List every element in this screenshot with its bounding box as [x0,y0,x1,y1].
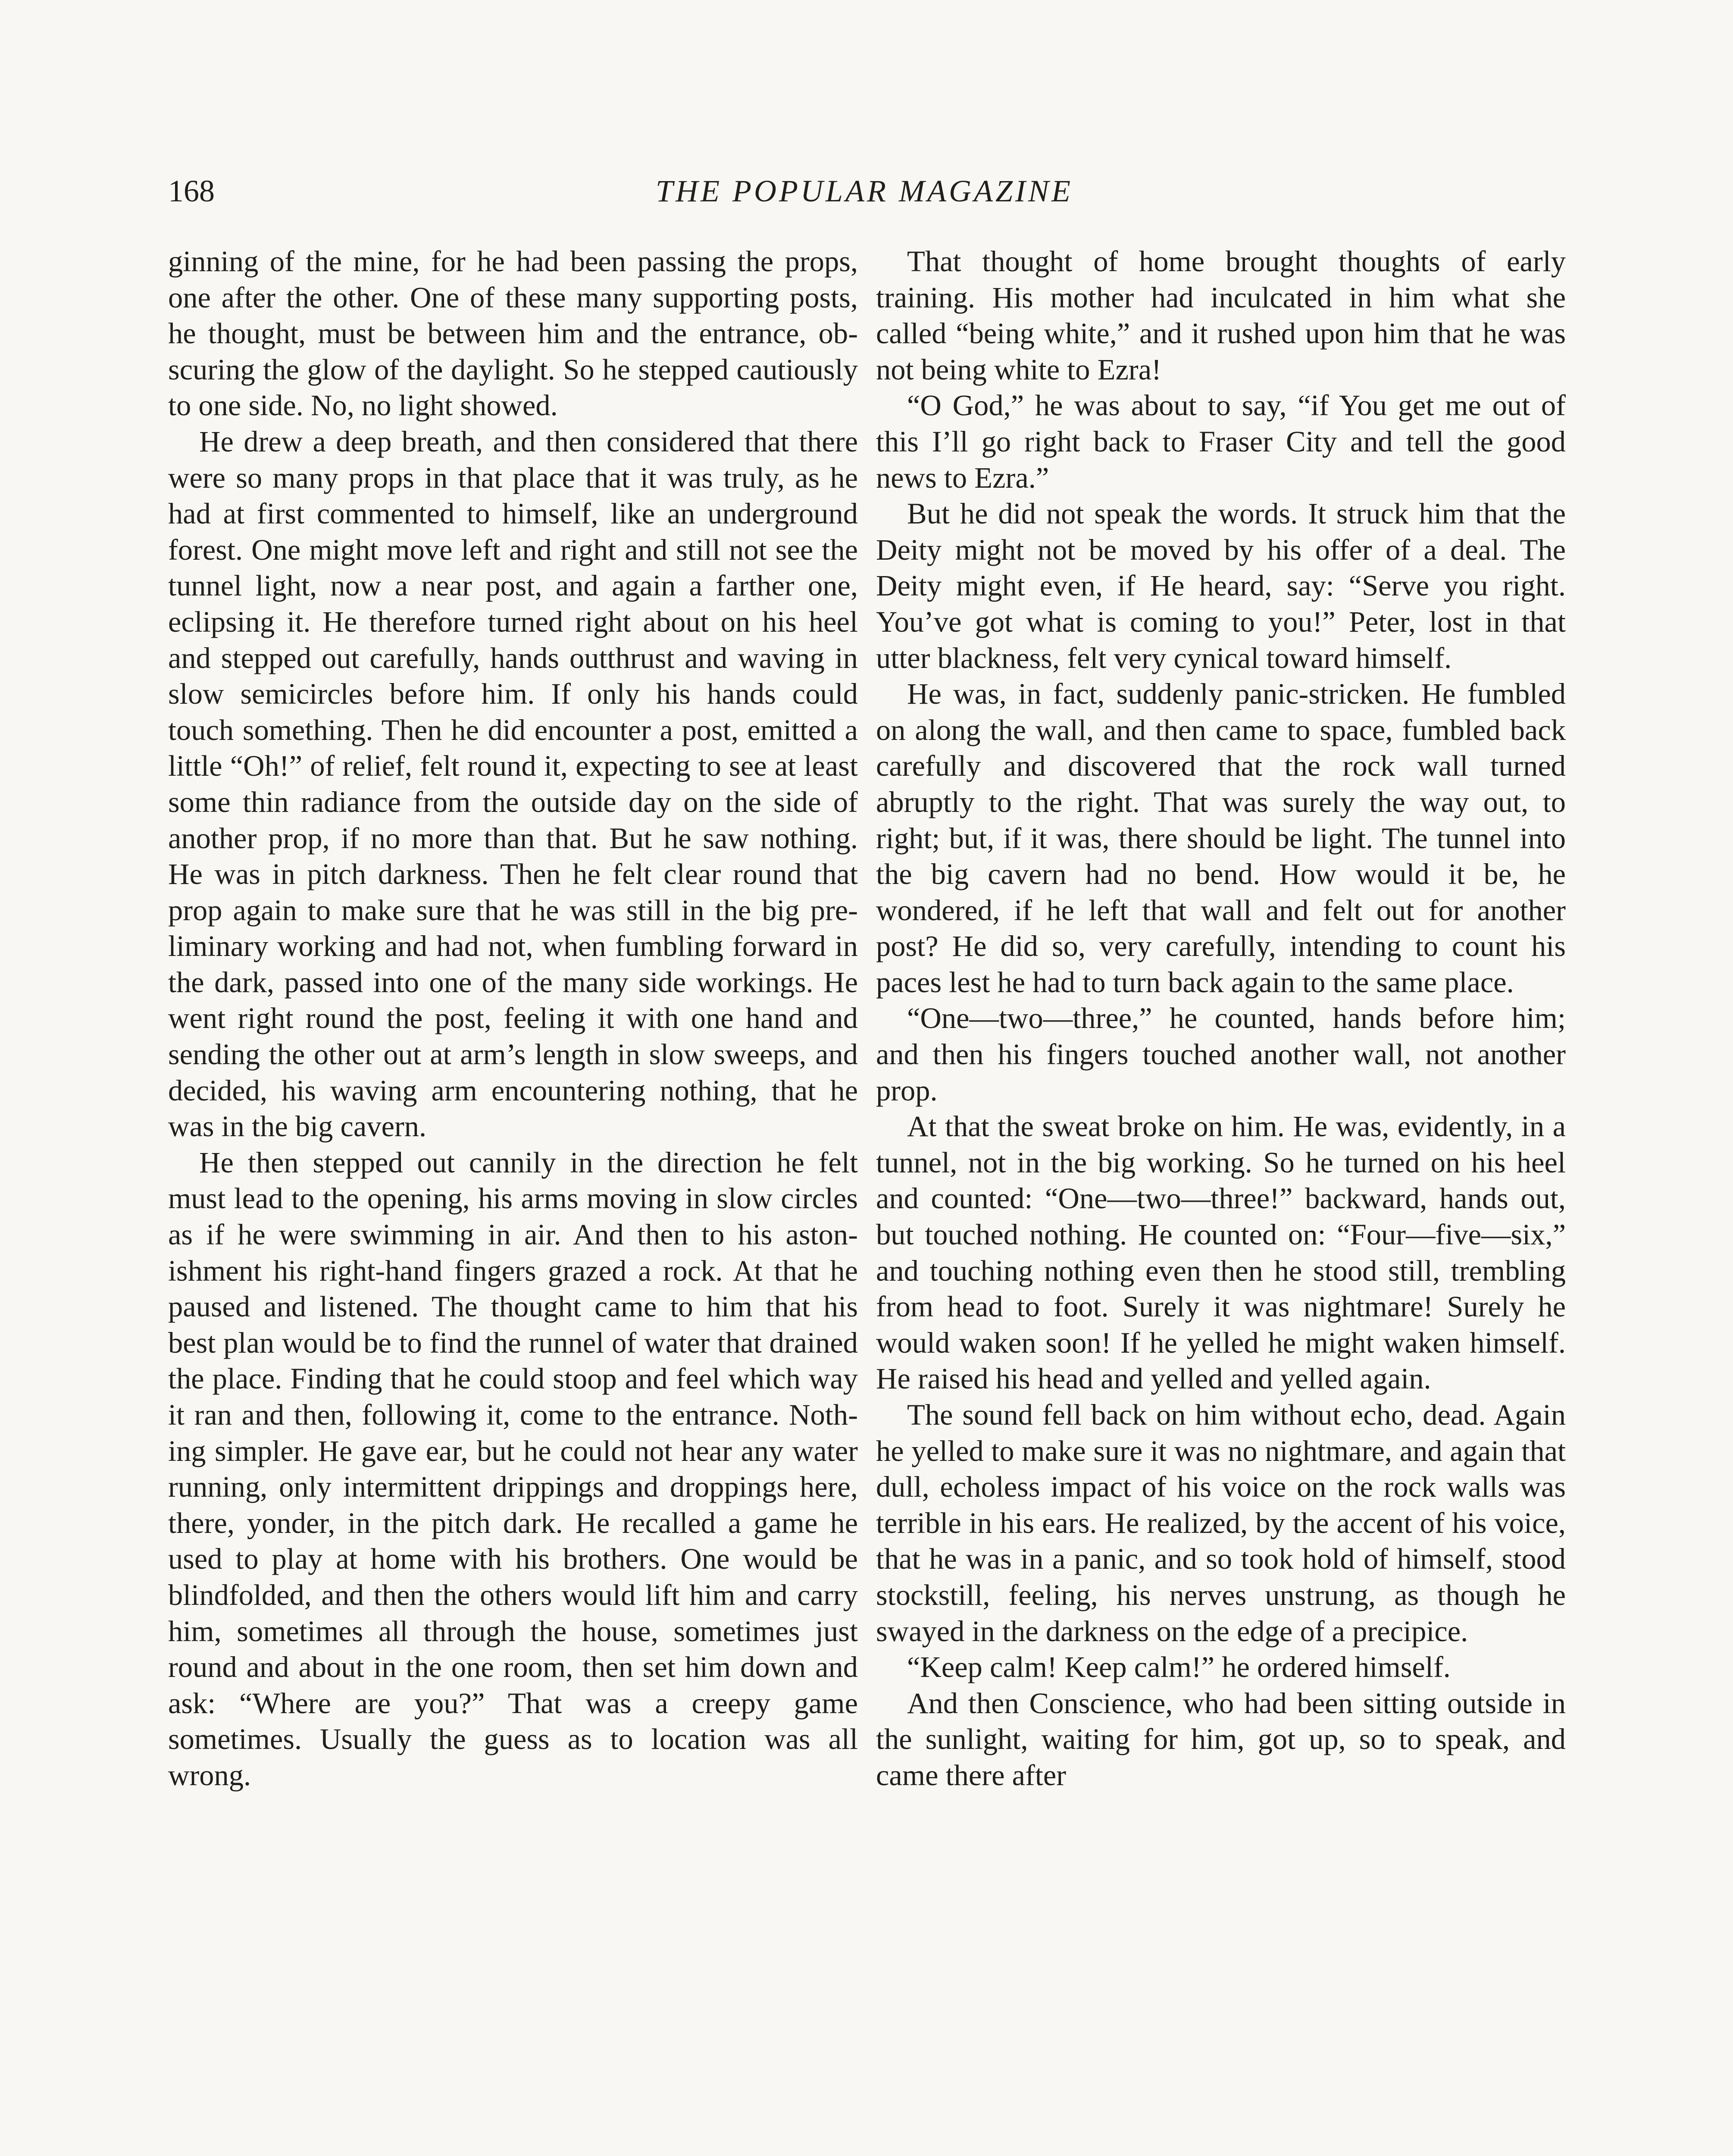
paragraph: The sound fell back on him without echo, dead. Again he yelled to make sure it was no nightmare, and again that dull, echoless impact of his voice on the rock walls was terrible in his ears. He realized, by the accent of his voice, that he was in a panic, and so took hold of himself, stood stockstill, feeling, his nerves unstrung, as though he swayed in the darkness on the edge of a precipice. [876,1398,1566,1648]
paragraph: He was, in fact, suddenly panic-stricken. He fumbled on along the wall, and then came to space, fumbled back carefully and discovered that the rock wall turned abruptly to the right. That was surely the way out, to right; but, if it was, there should be light. The tunnel into the big cavern had no bend. How would it be, he wondered, if he left that wall and felt out for another post? He did so, very carefully, intending to count his paces lest he had to turn back again to the same place. [876,677,1566,999]
running-title: THE POPULAR MAGAZINE [656,174,1073,208]
paragraph: “One—two—three,” he counted, hands before him; and then his fingers touched another wall, not another prop. [876,1002,1566,1107]
paragraph: He drew a deep breath, and then considered that there were so many props in that place that it was truly, as he had at first commented to himself, like an underground forest. One might move left and right and still not see the tunnel light, now a near post, and again a farther one, eclipsing it. He therefore turned right about on his heel and stepped out carefully, hands outthrust and waving in slow semicircles before him. If only his hands could touch something. Then he did encounter a post, emitted a little “Oh!” of relief, felt round it, expecting to see at least some thin radiance from the outside day on the side of another prop, if no more than that. But he saw nothing. He was in pitch darkness. Then he felt clear round that prop again to make sure that he was still in the big preliminary working and had not, when fumbling forward in the dark, passed into one of the many side workings. He went right round the post, feeling it with one hand and sending the other out at arm’s length in slow sweeps, and decided, his waving arm encountering nothing, that he was in the big cavern. [168,425,858,1143]
left-column [168,244,858,1794]
page-header [168,167,1561,215]
paragraph: ginning of the mine, for he had been passing the props, one after the other. One of these many supporting posts, he thought, must be between him and the entrance, obscuring the glow of the daylight. So he stepped cautiously to one side. No, no light showed. [168,245,858,422]
paragraph: At that the sweat broke on him. He was, evidently, in a tunnel, not in the big working. So he turned on his heel and counted: “One—two—three!” backward, hands out, but touched nothing. He counted on: “Four—five—six,” and touching nothing even then he stood still, trembling from head to foot. Surely it was nightmare! Surely he would waken soon! If he yelled he might waken himself. He raised his head and yelled and yelled again. [876,1110,1566,1395]
paragraph: “Keep calm! Keep calm!” he ordered himself. [907,1651,1451,1684]
right-column [876,244,1566,1794]
paragraph: “O God,” he was about to say, “if You get me out of this I’ll go right back to Fraser City and tell the good news to Ezra.” [876,389,1566,494]
paragraph: That thought of home brought thoughts of early training. His mother had inculcated in him what she called “being white,” and it rushed upon him that he was not being white to Ezra! [876,245,1566,386]
page-number: 168 [168,174,215,208]
paragraph: But he did not speak the words. It struck him that the Deity might not be moved by his offer of a deal. The Deity might even, if He heard, say: “Serve you right. You’ve got what is coming to you!” Peter, lost in that utter blackness, felt very cynical toward himself. [876,497,1566,674]
paragraph: He then stepped out cannily in the direction he felt must lead to the opening, his arms moving in slow circles as if he were swimming in air. And then to his astonishment his right-hand fingers grazed a rock. At that he paused and listened. The thought came to him that his best plan would be to find the runnel of water that drained the place. Finding that he could stoop and feel which way it ran and then, following it, come to the entrance. Nothing simpler. He gave ear, but he could not hear any water running, only intermittent drippings and droppings here, there, yonder, in the pitch dark. He recalled a game he used to play at home with his brothers. One would be blindfolded, and then the others would lift him and carry him, sometimes all through the house, sometimes just round and about in the one room, then set him down and ask: “Where are you?” That was a creepy game sometimes. Usually the guess as to location was all wrong. [168,1146,858,1792]
paragraph: And then Conscience, who had been sitting outside in the sunlight, waiting for him, got up, so to speak, and came there after [876,1686,1566,1792]
